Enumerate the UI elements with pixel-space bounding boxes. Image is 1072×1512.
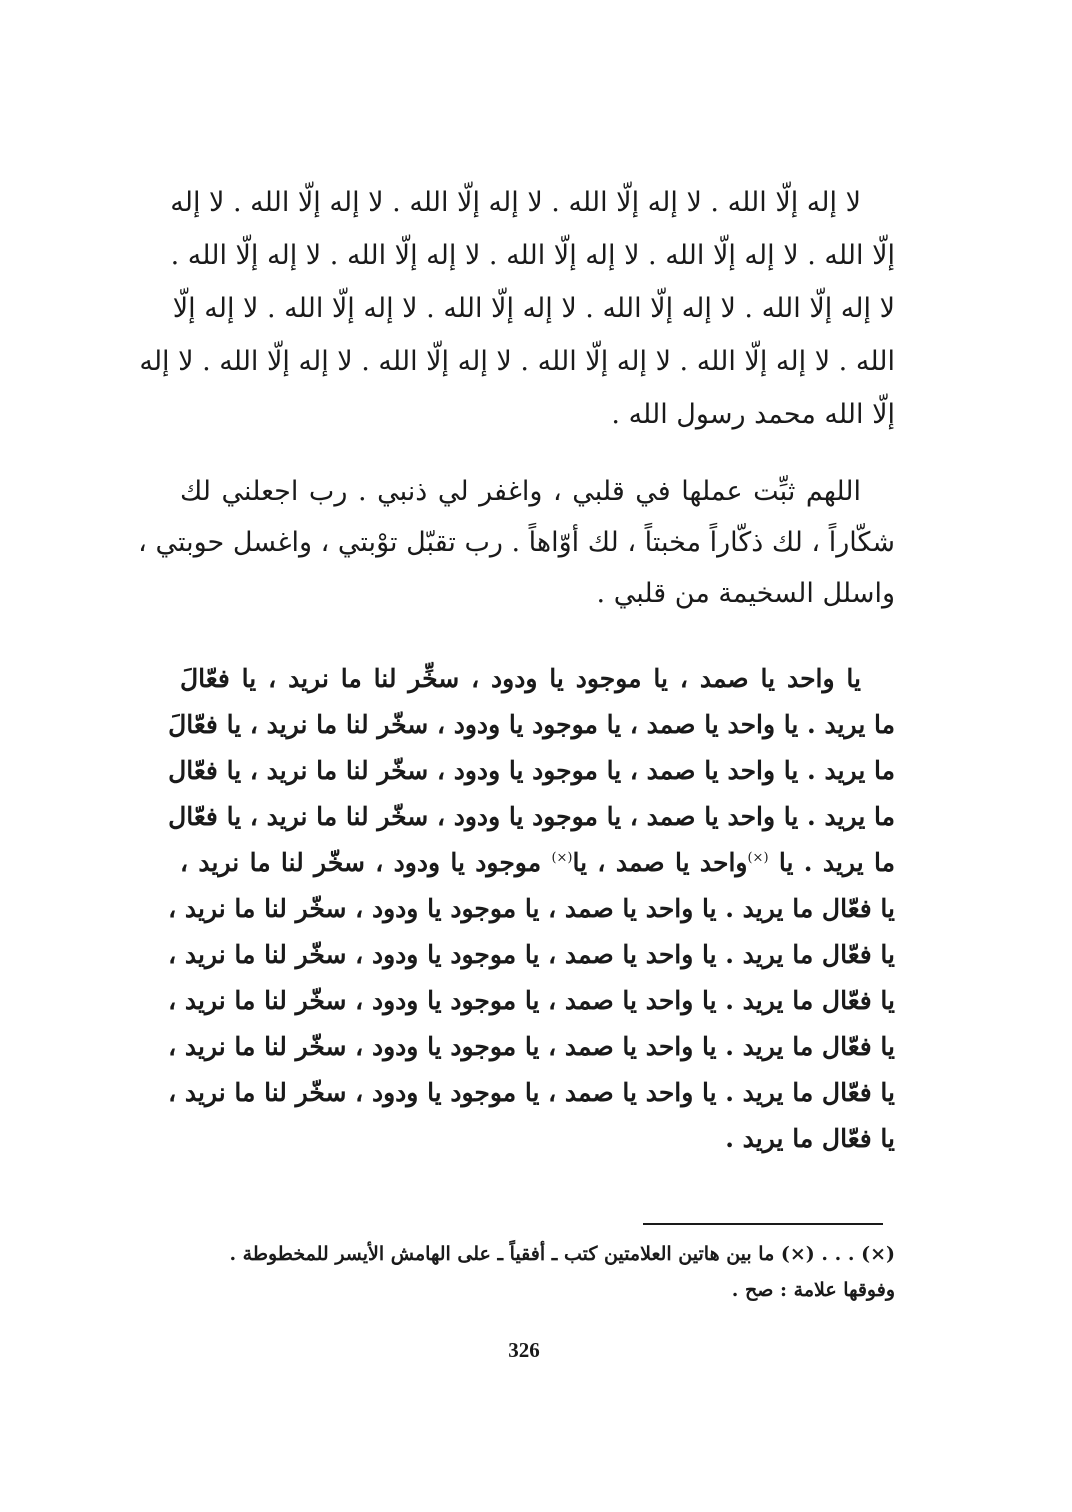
page-number: 326: [508, 1338, 540, 1362]
footnote-mark: (×): [747, 850, 769, 866]
footnote-line: وفوقها علامة : صح .: [731, 1279, 895, 1301]
text-line: لا إله إلّا الله . لا إله إلّا الله . لا إله إلّا الله . لا إله إلّا الله . لا إله إلّا: [172, 293, 895, 324]
text-line: يا فعّال ما يريد . يا واحد يا صمد ، يا موجود يا ودود ، سخّر لنا ما نريد ،: [168, 1032, 895, 1061]
text-line: لا إله إلّا الله . لا إله إلّا الله . لا إله إلّا الله . لا إله إلّا الله . لا إله: [170, 187, 861, 218]
text-line: ما يريد . يا واحد يا صمد ، يا موجود يا ودود ، سخّر لنا ما نريد ، يا فعّال: [168, 802, 895, 831]
text-line: يا فعّال ما يريد . يا واحد يا صمد ، يا موجود يا ودود ، سخّر لنا ما نريد ،: [168, 1078, 895, 1107]
text-line: الله . لا إله إلّا الله . لا إله إلّا الله . لا إله إلّا الله . لا إله إلّا الله . لا إله: [139, 346, 895, 377]
text-line: يا فعّال ما يريد . يا واحد يا صمد ، يا موجود يا ودود ، سخّر لنا ما نريد ،: [168, 894, 895, 923]
text-line: يا فعّال ما يريد . يا واحد يا صمد ، يا موجود يا ودود ، سخّر لنا ما نريد ،: [168, 940, 895, 969]
text-line: شكّاراً ، لك ذكّاراً مخبتاً ، لك أوّاهاً . رب تقبّل توْبتي ، واغسل حوبتي ،: [138, 527, 895, 558]
text-segment: ما يريد . يا: [778, 848, 895, 877]
text-line: ما يريد . يا واحد يا صمد ، يا موجود يا ودود ، سخّر لنا ما نريد ، يا فعّال: [168, 756, 895, 785]
text-line: إلّا الله محمد رسول الله .: [611, 399, 895, 430]
invocation-paragraph: [168, 656, 895, 1162]
footnote: [180, 1236, 895, 1308]
tahlil-paragraph: [139, 176, 895, 441]
footnote-line: (×) . . . (×) ما بين هاتين العلامتين كتب ـ أفقياً ـ على الهامش الأيسر للمخطوطة .: [229, 1243, 895, 1265]
text-line: إلّا الله . لا إله إلّا الله . لا إله إلّا الله . لا إله إلّا الله . لا إله إلّا الله .: [170, 240, 895, 271]
text-line: يا فعّال ما يريد . يا واحد يا صمد ، يا موجود يا ودود ، سخّر لنا ما نريد ،: [168, 986, 895, 1015]
text-line-with-marks: [180, 840, 895, 886]
text-segment: واحد يا صمد ، يا: [572, 848, 748, 877]
text-segment: موجود يا ودود ، سخّر لنا ما نريد ،: [180, 848, 542, 877]
text-line: يا فعّال ما يريد .: [725, 1124, 895, 1153]
text-line: ما يريد . يا واحد يا صمد ، يا موجود يا ودود ، سخّر لنا ما نريد ، يا فعّالَ: [168, 710, 895, 739]
supplication-paragraph: [138, 466, 895, 619]
text-line: اللهم ثبِّت عملها في قلبي ، واغفر لي ذنبي . رب اجعلني لك: [180, 476, 861, 507]
text-line: واسلل السخيمة من قلبي .: [596, 578, 895, 609]
footnote-mark: (×): [551, 850, 573, 866]
footnote-divider: [643, 1223, 883, 1225]
text-line: يا واحد يا صمد ، يا موجود يا ودود ، سخِّر لنا ما نريد ، يا فعّالَ: [180, 664, 861, 693]
